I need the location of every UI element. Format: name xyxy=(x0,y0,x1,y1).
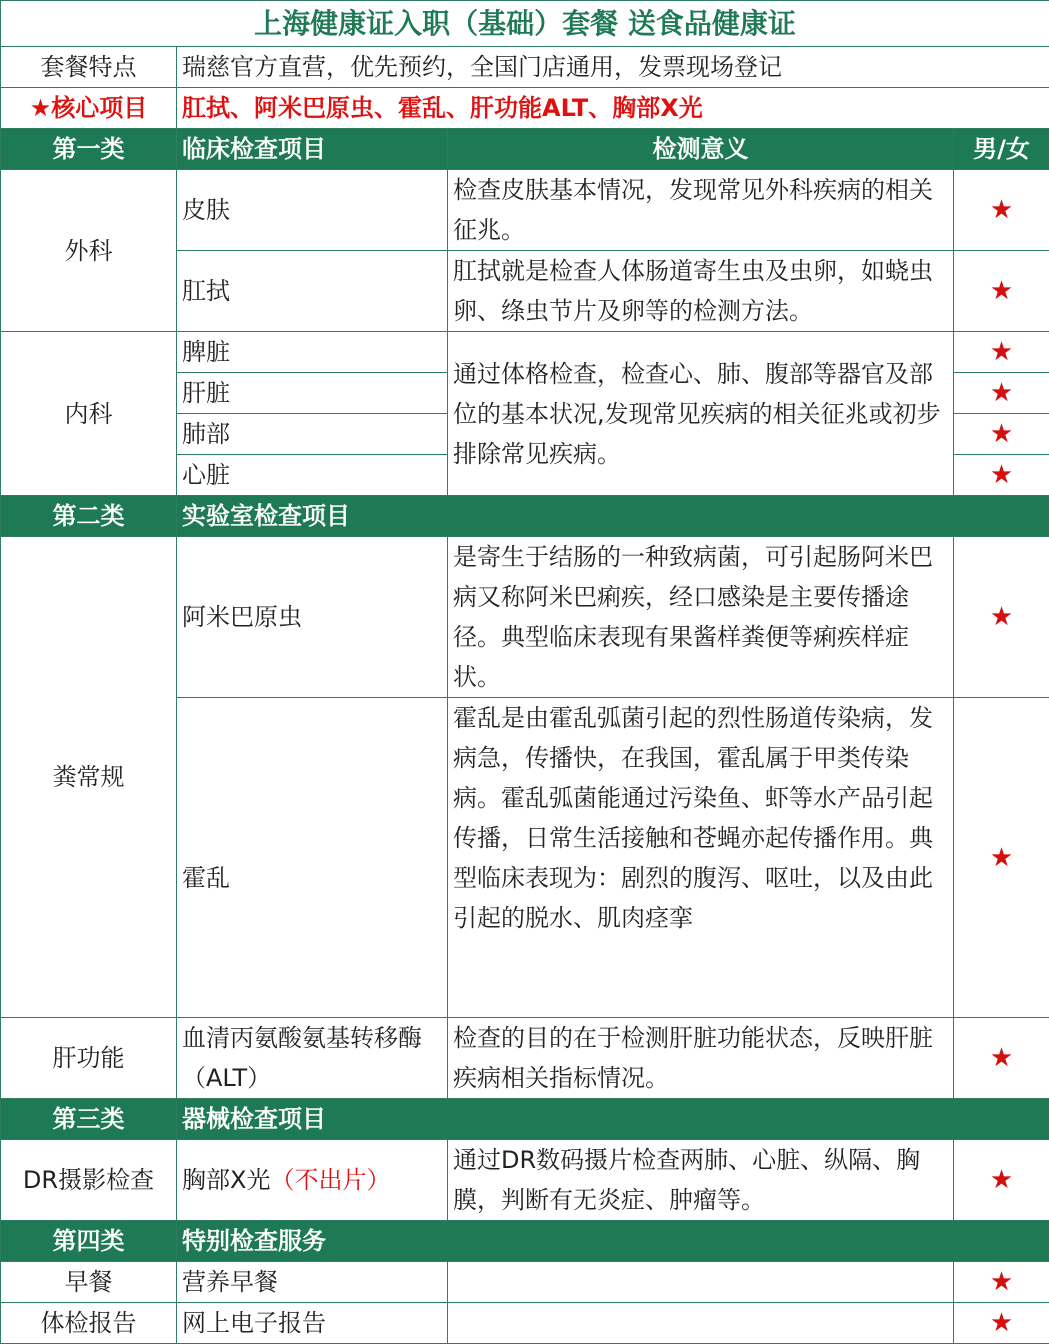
star-icon: ★ xyxy=(954,332,1049,373)
item-name: 脾脏 xyxy=(177,332,448,373)
item-name: 心脏 xyxy=(177,455,448,496)
item-name: 肺部 xyxy=(177,414,448,455)
section4-header xyxy=(1,1221,1049,1262)
star-icon: ★ xyxy=(954,251,1049,332)
item-name xyxy=(177,1140,448,1221)
section4-name: 特别检查服务 xyxy=(177,1221,1049,1262)
star-icon: ★ xyxy=(954,373,1049,414)
dept-surgery: 外科 xyxy=(1,170,177,332)
star-icon: ★ xyxy=(954,414,1049,455)
title-row xyxy=(1,1,1049,47)
table-row xyxy=(1,537,1049,698)
item-name: 血清丙氨酸氨基转移酶（ALT） xyxy=(177,1018,448,1099)
item-note: （不出片） xyxy=(270,1166,390,1194)
section1-header xyxy=(1,129,1049,170)
section1-name: 临床检查项目 xyxy=(177,129,448,170)
star-icon: ★ xyxy=(954,698,1049,1018)
item-desc: 检查皮肤基本情况，发现常见外科疾病的相关征兆。 xyxy=(448,170,954,251)
dept-internal: 内科 xyxy=(1,332,177,496)
features-value: 瑞慈官方直营，优先预约，全国门店通用，发票现场登记 xyxy=(177,47,1049,88)
gender-header: 男/女 xyxy=(954,129,1049,170)
section2-category: 第二类 xyxy=(1,496,177,537)
item-desc: 是寄生于结肠的一种致病菌，可引起肠阿米巴病又称阿米巴痢疾，经口感染是主要传播途径。典型临床表现有果酱样粪便等痢疾样症状。 xyxy=(448,537,954,698)
item-desc: 肛拭就是检查人体肠道寄生虫及虫卵，如蛲虫卵、绦虫节片及卵等的检测方法。 xyxy=(448,251,954,332)
dept-dr: DR摄影检查 xyxy=(1,1140,177,1221)
item-name: 肝脏 xyxy=(177,373,448,414)
item-name: 霍乱 xyxy=(177,698,448,1018)
item-name: 阿米巴原虫 xyxy=(177,537,448,698)
item-desc: 霍乱是由霍乱弧菌引起的烈性肠道传染病，发病急，传播快，在我国，霍乱属于甲类传染病。霍乱弧菌能通过污染鱼、虾等水产品引起传播，日常生活接触和苍蝇亦起传播作用。典型临床表现为：剧烈的腹泻、呕吐，以及由此引起的脱水、肌肉痉挛 xyxy=(448,698,954,1018)
table-row xyxy=(1,332,1049,373)
features-row xyxy=(1,47,1049,88)
dept-stool: 粪常规 xyxy=(1,537,177,1018)
table-row xyxy=(1,170,1049,251)
star-icon: ★ xyxy=(954,1262,1049,1303)
dept-breakfast: 早餐 xyxy=(1,1262,177,1303)
core-label: ★核心项目 xyxy=(1,88,177,129)
section3-category: 第三类 xyxy=(1,1099,177,1140)
section4-category: 第四类 xyxy=(1,1221,177,1262)
section2-name: 实验室检查项目 xyxy=(177,496,1049,537)
item-desc xyxy=(448,1303,954,1344)
features-label: 套餐特点 xyxy=(1,47,177,88)
item-desc xyxy=(448,1262,954,1303)
item-name: 肛拭 xyxy=(177,251,448,332)
core-row xyxy=(1,88,1049,129)
star-icon: ★ xyxy=(954,537,1049,698)
section3-name: 器械检查项目 xyxy=(177,1099,1049,1140)
section1-category: 第一类 xyxy=(1,129,177,170)
item-name-text: 胸部X光 xyxy=(182,1166,270,1194)
item-desc: 通过体格检查，检查心、肺、腹部等器官及部位的基本状况,发现常见疾病的相关征兆或初步排除常见疾病。 xyxy=(448,332,954,496)
table-row xyxy=(1,1303,1049,1344)
item-name: 皮肤 xyxy=(177,170,448,251)
dept-report: 体检报告 xyxy=(1,1303,177,1344)
section3-header xyxy=(1,1099,1049,1140)
table-row xyxy=(1,1018,1049,1099)
core-value: 肛拭、阿米巴原虫、霍乱、肝功能ALT、胸部X光 xyxy=(177,88,1049,129)
star-icon: ★ xyxy=(954,1018,1049,1099)
table-row xyxy=(1,1262,1049,1303)
item-desc: 检查的目的在于检测肝脏功能状态，反映肝脏疾病相关指标情况。 xyxy=(448,1018,954,1099)
item-name: 营养早餐 xyxy=(177,1262,448,1303)
dept-liver: 肝功能 xyxy=(1,1018,177,1099)
item-name: 网上电子报告 xyxy=(177,1303,448,1344)
star-icon: ★ xyxy=(954,170,1049,251)
star-icon: ★ xyxy=(954,1303,1049,1344)
item-desc: 通过DR数码摄片检查两肺、心脏、纵隔、胸膜，判断有无炎症、肿瘤等。 xyxy=(448,1140,954,1221)
table-row xyxy=(1,1140,1049,1221)
section2-header xyxy=(1,496,1049,537)
star-icon: ★ xyxy=(954,455,1049,496)
star-icon: ★ xyxy=(954,1140,1049,1221)
page-title: 上海健康证入职（基础）套餐 送食品健康证 xyxy=(1,1,1049,47)
meaning-header: 检测意义 xyxy=(448,129,954,170)
